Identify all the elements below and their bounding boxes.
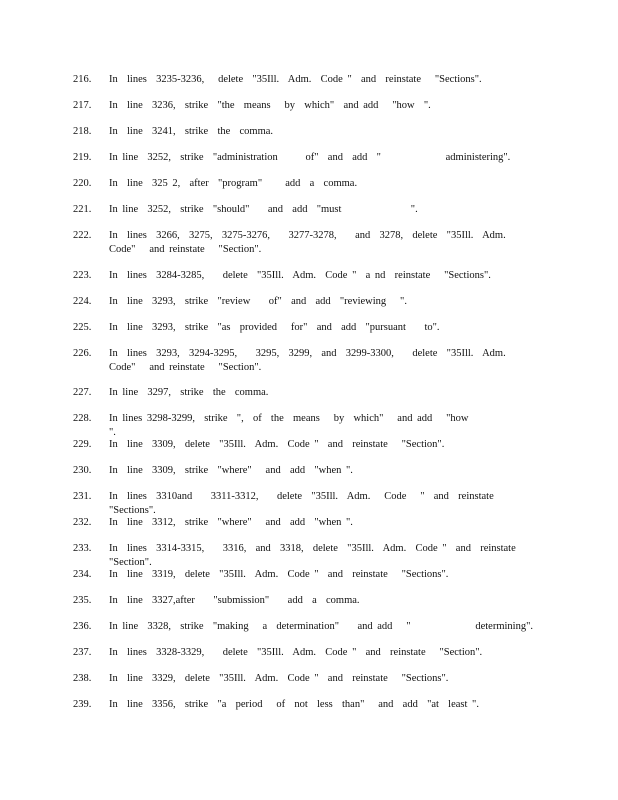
item-number: 233. [73,543,92,554]
list-item [73,594,533,608]
item-number: 231. [73,491,92,502]
list-item [73,125,533,139]
item-text: In line 3319, delete "35Ill. Adm. Code " and reinstate "Sections". [109,569,449,580]
list-item [73,542,533,569]
item-text: In lines 3284-3285, delete "35Ill. Adm. Code " a nd reinstate "Sections". [109,270,491,281]
list-item [73,412,533,439]
item-text: In line 3312, strike "where" and add "when ". [109,517,353,528]
item-number: 238. [73,673,92,684]
item-number: 220. [73,178,92,189]
item-text: In line 3329, delete "35Ill. Adm. Code " and reinstate "Sections". [109,673,449,684]
item-number: 222. [73,230,92,241]
item-text: In line 3252, strike "administration of" and add " administering". [109,152,511,163]
item-number: 235. [73,595,92,606]
list-item [73,347,533,374]
item-number: 236. [73,621,92,632]
item-text: In line 3309, strike "where" and add "when ". [109,465,353,476]
list-item [73,698,533,712]
item-text: In line 3297, strike the comma. [109,387,269,398]
list-item [73,321,533,335]
list-item [73,646,533,660]
item-number: 225. [73,322,92,333]
list-item [73,516,533,530]
item-number: 228. [73,413,92,424]
item-text: In lines 3314-3315, 3316, and 3318, delete "35Ill. Adm. Code " and reinstate "Section". [109,543,530,568]
item-text: In line 325 2, after "program" add a comma. [109,178,358,189]
item-text: In lines 3310and 3311-3312, delete "35Ill. Adm. Code " and reinstate "Sections". [109,491,508,516]
list-item [73,269,533,283]
list-item [73,295,533,309]
item-text: In line 3328, strike "making a determination" and add " determining". [109,621,533,632]
list-item [73,620,533,634]
list-item [73,151,533,165]
item-number: 232. [73,517,92,528]
item-number: 221. [73,204,92,215]
item-number: 237. [73,647,92,658]
list-item [73,229,533,256]
list-item [73,672,533,686]
item-number: 216. [73,74,92,85]
item-text: In line 3252, strike "should" and add "must ". [109,204,418,215]
list-item [73,177,533,191]
item-text: In lines 3235-3236, delete "35Ill. Adm. Code " and reinstate "Sections". [109,74,482,85]
list-item [73,73,533,87]
item-text: In line 3241, strike the comma. [109,126,274,137]
list-item [73,438,533,452]
item-number: 224. [73,296,92,307]
item-text: In lines 3328-3329, delete "35Ill. Adm. Code " and reinstate "Section". [109,647,483,658]
item-text: In line 3293, strike "review of" and add "reviewing ". [109,296,407,307]
list-item [73,99,533,113]
item-number: 223. [73,270,92,281]
list-item [73,203,533,217]
item-text: In line 3309, delete "35Ill. Adm. Code " and reinstate "Section". [109,439,445,450]
item-number: 229. [73,439,92,450]
item-text: In lines 3293, 3294-3295, 3295, 3299, and 3299-3300, delete "35Ill. Adm. Code" and reinstate "Section". [109,348,515,373]
item-number: 230. [73,465,92,476]
item-number: 219. [73,152,92,163]
item-text: In line 3236, strike "the means by which" and add "how ". [109,100,431,111]
item-number: 226. [73,348,92,359]
list-item [73,490,533,517]
item-text: In line 3293, strike "as provided for" and add "pursuant to". [109,322,440,333]
item-number: 227. [73,387,92,398]
list-item [73,464,533,478]
item-text: In lines 3266, 3275, 3275-3276, 3277-3278, and 3278, delete "35Ill. Adm. Code" and reinstate "Section". [109,230,515,255]
list-item [73,568,533,582]
item-text: In lines 3298-3299, strike ", of the means by which" and add "how ". [109,413,529,438]
list-item [73,386,533,400]
item-text: In line 3356, strike "a period of not less than" and add "at least ". [109,699,479,710]
item-number: 239. [73,699,92,710]
item-text: In line 3327,after "submission" add a comma. [109,595,360,606]
item-number: 218. [73,126,92,137]
item-number: 217. [73,100,92,111]
item-number: 234. [73,569,92,580]
